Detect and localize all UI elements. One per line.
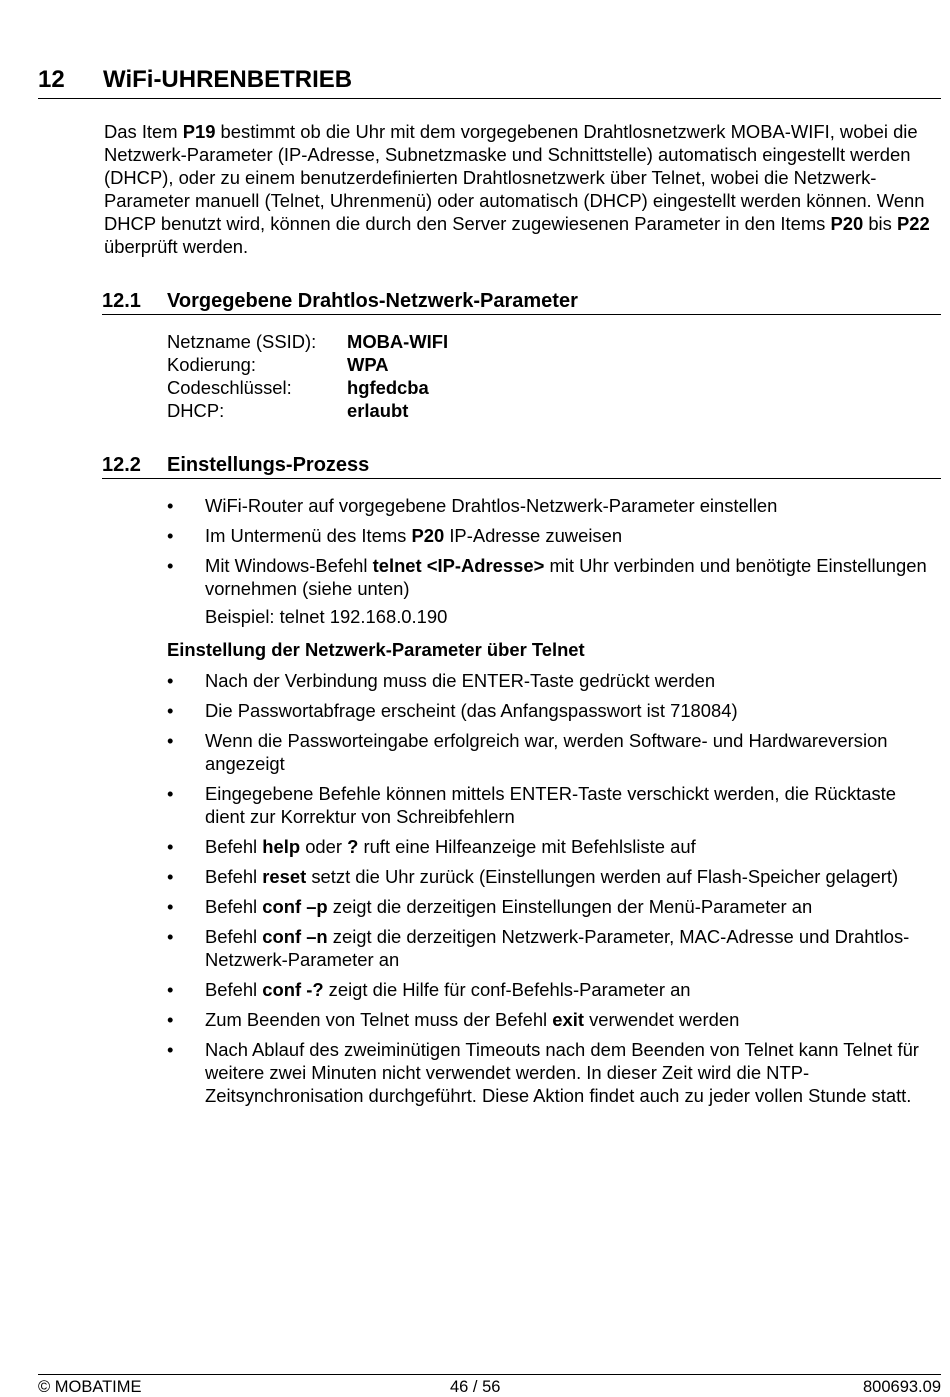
param-label: Netzname (SSID): (167, 331, 317, 352)
param-label: Codeschlüssel: (167, 377, 292, 398)
intro-text: überprüft werden. (104, 236, 249, 257)
section-title: Vorgegebene Drahtlos-Netzwerk-Parameter (167, 290, 578, 312)
list-item: • Nach der Verbindung muss die ENTER-Taste gedrückt werden (167, 670, 716, 691)
param-value: MOBA-WIFI (347, 331, 449, 352)
bullet: • (167, 979, 174, 1000)
section-number: 12.1 (102, 290, 141, 312)
list-item: • Befehl reset setzt die Uhr zurück (Einstellungen werden auf Flash-Speicher gelagert) (167, 866, 899, 887)
chapter-heading (38, 64, 941, 99)
list-item: • Die Passwortabfrage erscheint (das Anfangspasswort ist 718084) (167, 700, 738, 721)
bullet: • (167, 495, 174, 516)
intro-item-p22: P22 (896, 213, 930, 234)
telnet-subheading: Einstellung der Netzwerk-Parameter über Telnet (167, 639, 585, 660)
footer-copyright: © MOBATIME (38, 1378, 142, 1396)
param-row-dhcp (167, 399, 448, 422)
bullet: • (167, 926, 174, 947)
list-item: • Wenn die Passworteingabe erfolgreich war, werden Software- und Hardwareversion angezeigt (167, 730, 888, 774)
param-value: erlaubt (347, 400, 409, 421)
setup-steps-list (167, 494, 927, 628)
wifi-parameter-list (167, 330, 448, 422)
list-item: • Eingegebene Befehle können mittels ENTER-Taste verschickt werden, die Rücktaste dient zur Korrektur von Schreibfehlern (167, 783, 897, 827)
param-label: Kodierung: (167, 354, 256, 375)
list-item: • Nach Ablauf des zweiminütigen Timeouts nach dem Beenden von Telnet kann Telnet für weitere zwei Minuten nicht verwendet werden. In dieser Zeit wird die NTP-Zeitsynchronisation durchgeführt. Diese Aktion findet auch zu jeder vollen Stunde statt. (167, 1039, 919, 1106)
list-item: • Befehl conf –n zeigt die derzeitigen Netzwerk-Parameter, MAC-Adresse und Drahtlos-Netzwerk-Parameter an (167, 926, 910, 970)
param-value: hgfedcba (347, 377, 429, 398)
section-heading-12-1 (102, 290, 941, 315)
chapter-number: 12 (38, 66, 65, 93)
section-heading-12-2 (102, 454, 941, 479)
bullet: • (167, 730, 174, 751)
bullet: • (167, 700, 174, 721)
bullet: • (167, 1039, 174, 1060)
intro-text: bis (863, 213, 897, 234)
list-item: • Befehl conf –p zeigt die derzeitigen Einstellungen der Menü-Parameter an (167, 896, 813, 917)
bullet: • (167, 1009, 174, 1030)
footer-document-number: 800693.09 (863, 1378, 941, 1396)
telnet-example: Beispiel: telnet 192.168.0.190 (205, 606, 448, 627)
intro-item-p20: P20 (830, 213, 864, 234)
intro-paragraph (104, 120, 934, 258)
param-row-ssid (167, 330, 448, 353)
section-title: Einstellungs-Prozess (167, 454, 370, 476)
list-item: • Befehl conf -? zeigt die Hilfe für conf-Befehls-Parameter an (167, 979, 691, 1000)
intro-item-p19: P19 (182, 121, 216, 142)
bullet: • (167, 670, 174, 691)
telnet-instructions-list (167, 669, 927, 1114)
bullet: • (167, 525, 174, 546)
param-label: DHCP: (167, 400, 225, 421)
page-footer (38, 1374, 941, 1397)
intro-text: Das Item (104, 121, 183, 142)
list-item: • Befehl help oder ? ruft eine Hilfeanzeige mit Befehlsliste auf (167, 836, 696, 857)
list-item: • Mit Windows-Befehl telnet <IP-Adresse> mit Uhr verbinden und benötigte Einstellungen vornehmen (siehe unten) (167, 555, 927, 599)
section-number: 12.2 (102, 454, 141, 476)
chapter-title: WiFi-UHRENBETRIEB (103, 66, 353, 93)
bullet: • (167, 836, 174, 857)
param-value: WPA (347, 354, 389, 375)
param-row-key (167, 376, 448, 399)
bullet: • (167, 783, 174, 804)
bullet: • (167, 866, 174, 887)
bullet: • (167, 555, 174, 576)
list-item: • WiFi-Router auf vorgegebene Drahtlos-Netzwerk-Parameter einstellen (167, 495, 778, 516)
param-row-encoding (167, 353, 448, 376)
intro-text: bestimmt ob die Uhr mit dem vorgegebenen Drahtlosnetzwerk MOBA-WIFI, wobei die Netzwerk-Parameter (IP-Adresse, Subnetzmaske und Schnittstelle) automatisch eingestellt werden (DHCP), oder zu einem benutzerdefinierten Drahtlosnetzwerk über Telnet, wobei die Netzwerk-Parameter manuell (Telnet, Uhrenmenü) oder automatisch (DHCP) eingestellt werden können. Wenn DHCP benutzt wird, können die durch den Server zugewiesenen Parameter in den Items (104, 121, 925, 234)
footer-page-number: 46 / 56 (450, 1378, 501, 1396)
bullet: • (167, 896, 174, 917)
list-item: • Im Untermenü des Items P20 IP-Adresse zuweisen (167, 525, 623, 546)
list-item: • Zum Beenden von Telnet muss der Befehl exit verwendet werden (167, 1009, 740, 1030)
